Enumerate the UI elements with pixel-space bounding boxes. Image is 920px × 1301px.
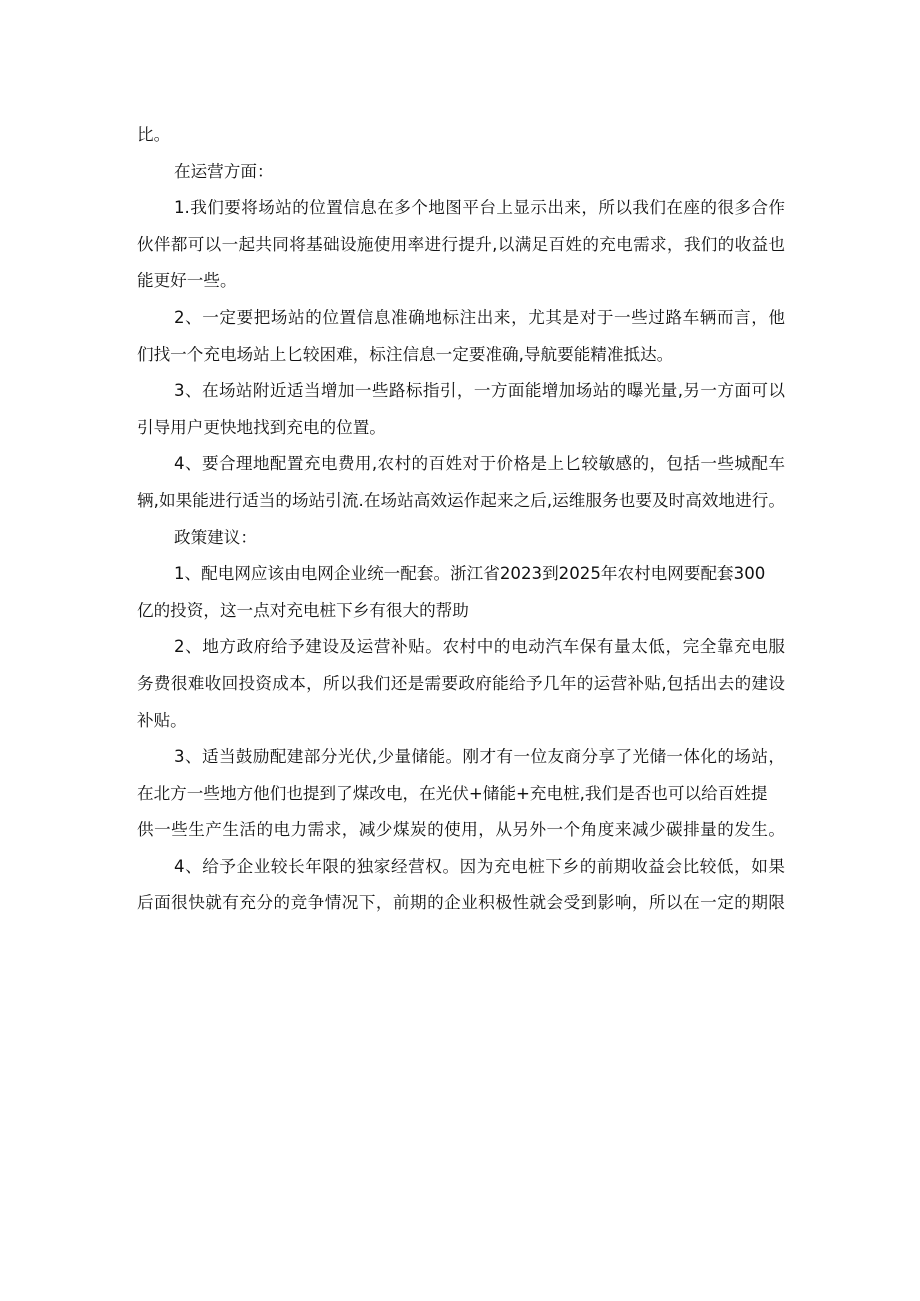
policy-item-2 [137, 629, 785, 739]
policy-item-1 [137, 556, 785, 629]
paragraph-line: 比。 [137, 125, 171, 144]
paragraph-line: 在北方一些地方他们也提到了煤改电，在光伏+储能+充电桩,我们是否也可以给百姓提 [137, 783, 768, 803]
paragraph-line: 引导用户更快地找到充电的位置。 [137, 417, 386, 437]
paragraph-line: 2、地方政府给予建设及运营补贴。农村中的电动汽车保有量太低，完全靠充电服 [174, 637, 785, 657]
heading-line: 政策建议： [174, 527, 257, 547]
paragraph-line: 4、要合理地配置充电费用,农村的百姓对于价格是上匕较敏感的，包括一些城配车 [174, 454, 785, 474]
paragraph-line: 补贴。 [137, 710, 187, 730]
operations-item-3 [137, 373, 785, 446]
paragraph-line: 能更好一些。 [137, 271, 237, 291]
paragraph-line: 后面很快就有充分的竞争情况下，前期的企业积极性就会受到影响，所以在一定的期限 [137, 893, 785, 913]
operations-item-4 [137, 446, 785, 519]
paragraph-line: 3、在场站附近适当增加一些路标指引，一方面能增加场站的曝光量,另一方面可以 [174, 381, 785, 401]
paragraph-line: 亿的投资，这一点对充电桩下乡有很大的帮助 [137, 600, 469, 620]
policy-item-3 [137, 739, 785, 849]
policy-item-4 [137, 849, 785, 922]
section-heading-policy [137, 520, 785, 557]
continuation-paragraph [137, 117, 785, 154]
paragraph-line: 们找一个充电场站上匕较困难，标注信息一定要准确,导航要能精准抵达。 [137, 344, 674, 364]
heading-line: 在运营方面： [174, 161, 274, 181]
paragraph-line: 辆,如果能进行适当的场站引流.在场站高效运作起来之后,运维服务也要及时高效地进行。 [137, 490, 785, 510]
paragraph-line: 伙伴都可以一起共同将基础设施使用率进行提升,以满足百姓的充电需求，我们的收益也 [137, 234, 785, 254]
operations-item-1 [137, 190, 785, 300]
paragraph-line: 2、一定要把场站的位置信息准确地标注出来，尤其是对于一些过路车辆而言，他 [174, 307, 785, 327]
section-heading-operations [137, 154, 785, 191]
paragraph-line: 1、配电网应该由电网企业统一配套。浙江省2023到2025年农村电网要配套300 [174, 564, 766, 584]
paragraph-line: 3、适当鼓励配建部分光伏,少量储能。刚才有一位友商分享了光储一体化的场站， [174, 747, 785, 767]
paragraph-line: 务费很难收回投资成本，所以我们还是需要政府能给予几年的运营补贴,包括出去的建设 [137, 673, 785, 693]
paragraph-line: 供一些生产生活的电力需求，减少煤炭的使用，从另外一个角度来减少碳排量的发生。 [137, 820, 785, 840]
paragraph-line: 4、给予企业较长年限的独家经营权。因为充电桩下乡的前期收益会比较低，如果 [174, 856, 785, 876]
operations-item-2 [137, 300, 785, 373]
paragraph-line: 1.我们要将场站的位置信息在多个地图平台上显示出来，所以我们在座的很多合作 [174, 198, 785, 218]
document-body [137, 117, 785, 922]
